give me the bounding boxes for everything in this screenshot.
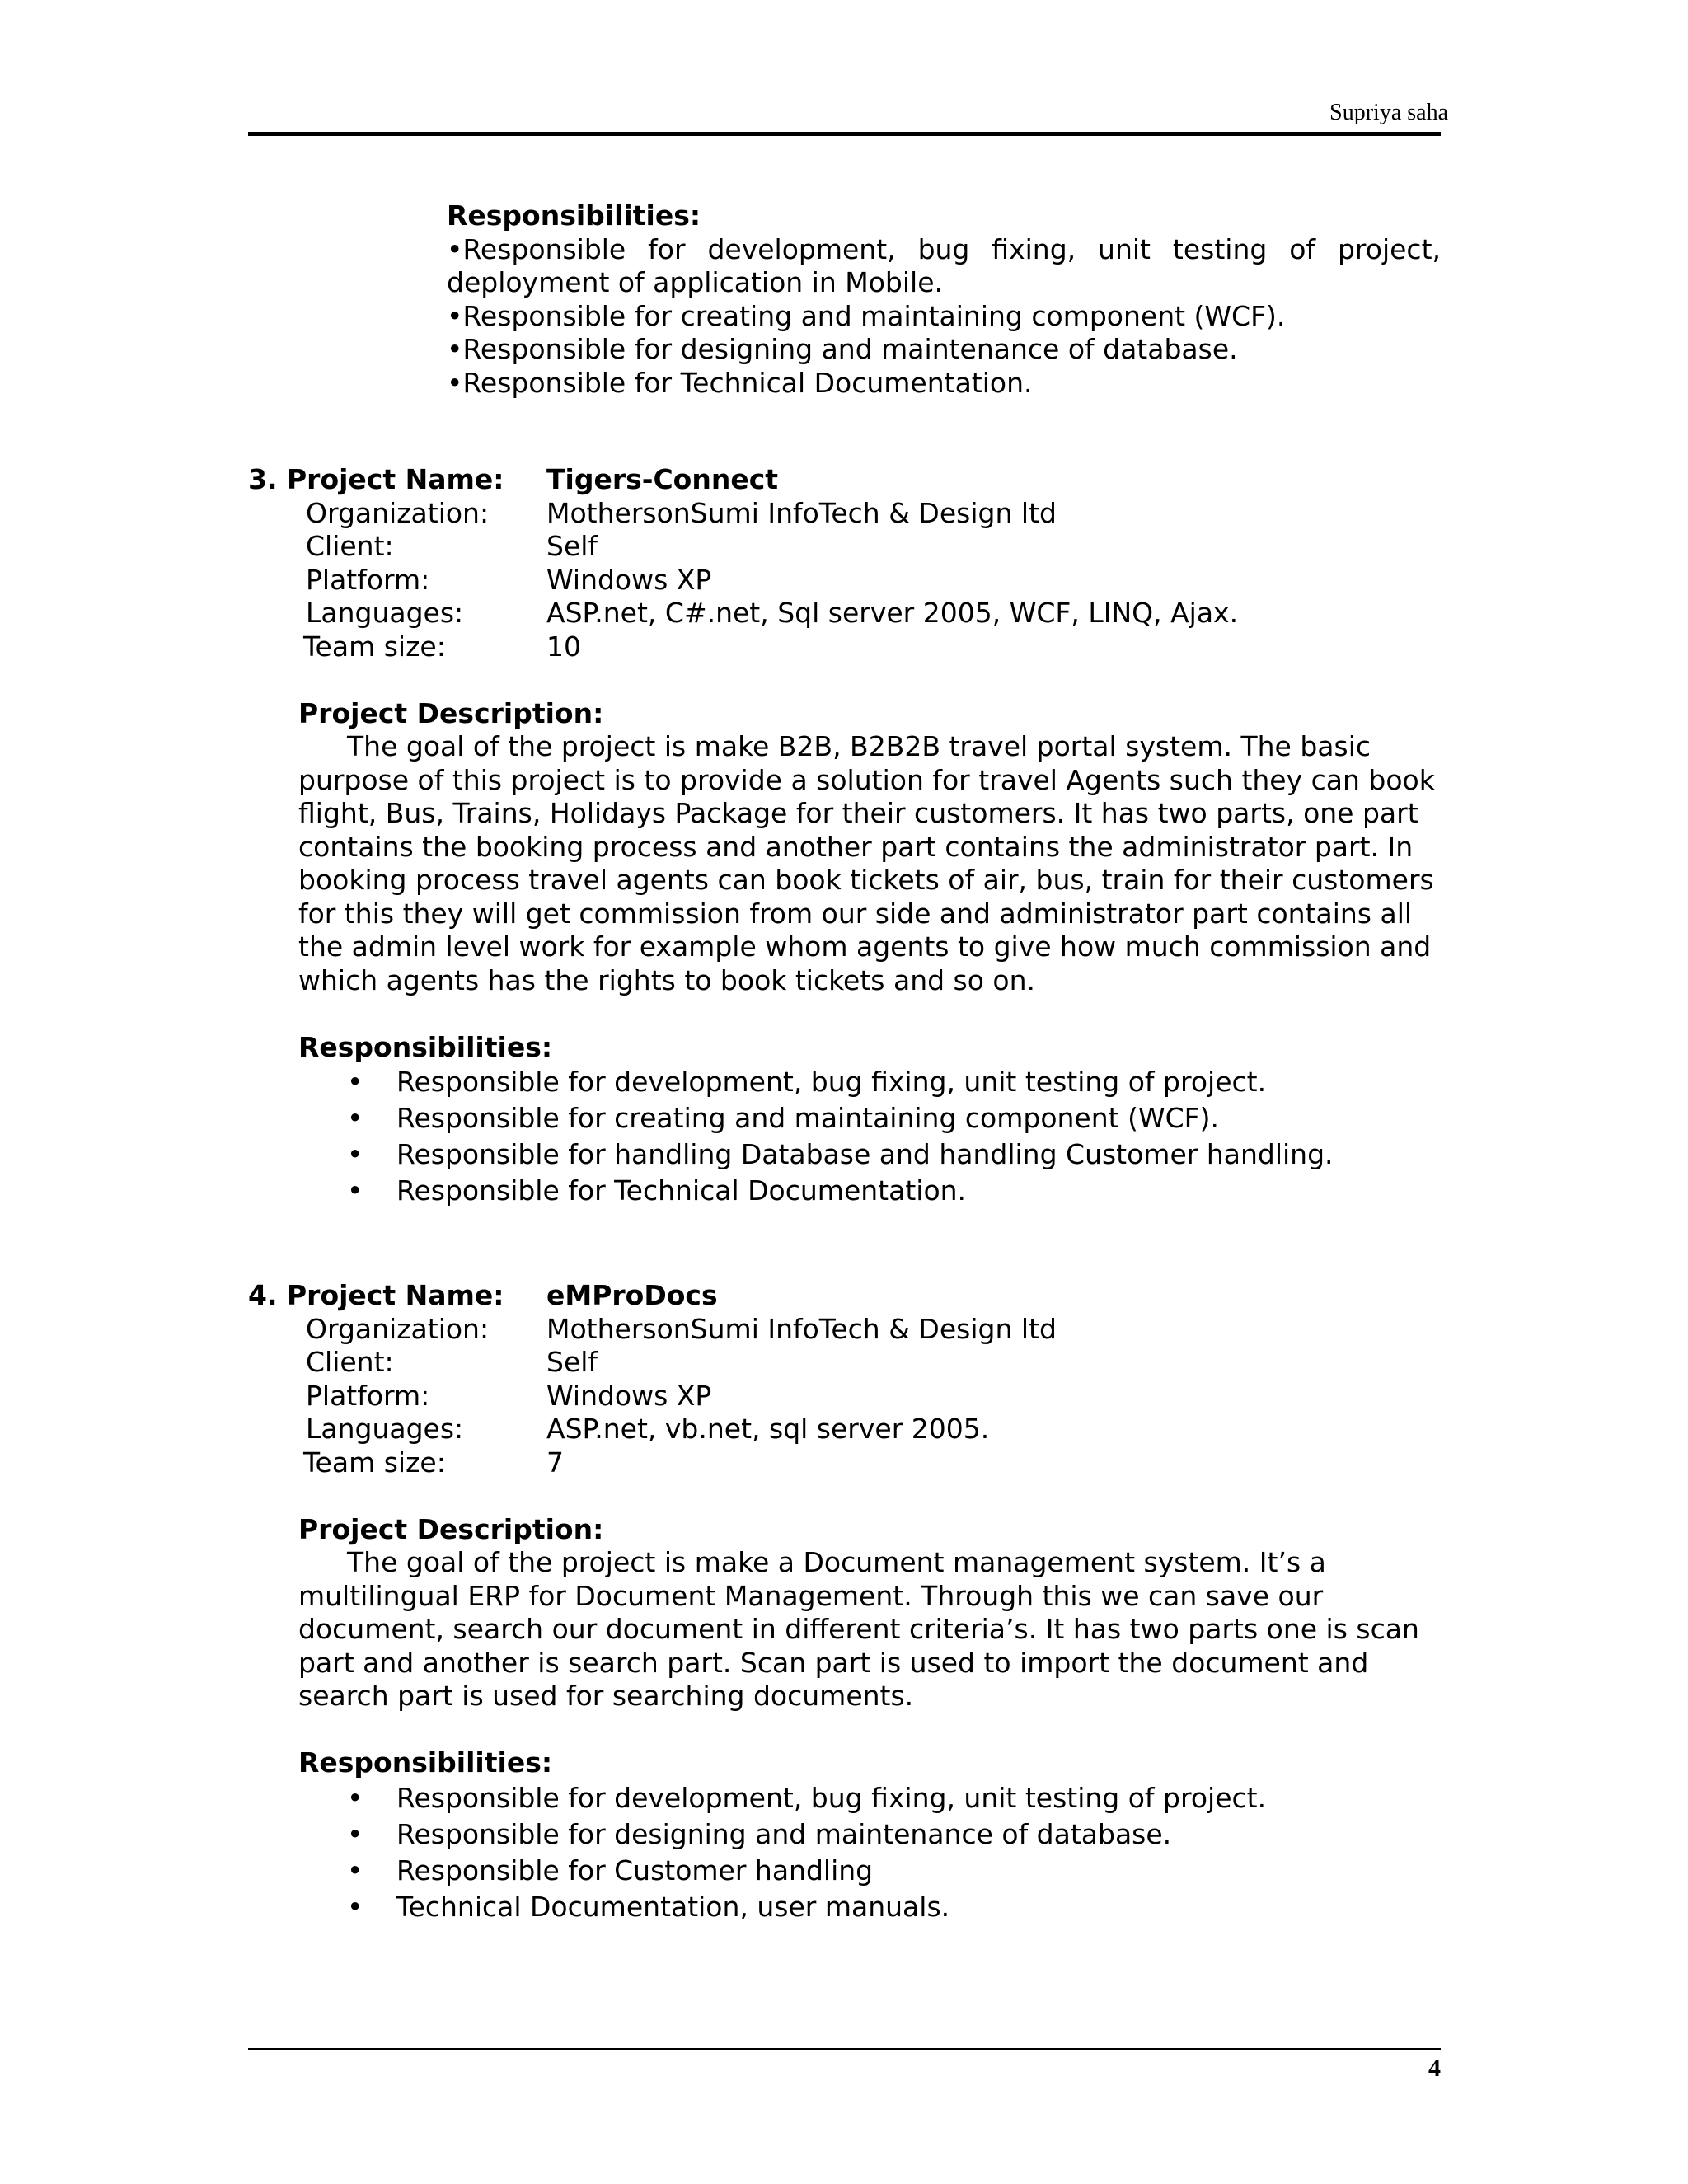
project-responsibilities-title: Responsibilities:	[298, 1746, 553, 1779]
intro-responsibility-item: •Responsible for development, bug fixing, unit testing of project, deployment of application in Mobile.	[447, 232, 1441, 298]
responsibility-text: Responsible for Technical Documentation.	[396, 1174, 967, 1207]
responsibility-text: Responsible for designing and maintenance of database.	[396, 1817, 1172, 1850]
footer-divider	[248, 2048, 1441, 2050]
field-label: Client:	[306, 530, 394, 562]
project-field-team-size	[248, 630, 1441, 664]
project-section-tigers-connect	[248, 463, 1441, 1209]
responsibility-text: Responsible for handling Database and handling Customer handling.	[396, 1138, 1334, 1170]
project-description-text: The goal of the project is make a Document management system. It’s a multilingual ERP for Document Management. Through this we can save our document, search our document in different criteria’s. It has two parts one is scan part and another is search part. Scan part is used to import the document and search part is used for searching documents.	[298, 1546, 1419, 1712]
field-label: Team size:	[303, 1446, 446, 1479]
project-description-text: The goal of the project is make B2B, B2B2B travel portal system. The basic purpose of this project is to provide a solution for travel Agents such they can book flight, Bus, Trains, Holidays Package for their customers. It has two parts, one part contains the booking process and another part contains the administrator part. In booking process travel agents can book tickets of air, bus, train for their customers for this they will get commission from our side and administrator part contains all the admin level work for example whom agents to give how much commission and which agents has the rights to book tickets and so on.	[298, 730, 1435, 996]
bullet-icon: •	[347, 1781, 363, 1814]
project-responsibilities-list	[248, 1064, 1441, 1209]
project-field-platform	[248, 564, 1441, 598]
project-field-platform	[248, 1380, 1441, 1413]
project-field-team-size	[248, 1446, 1441, 1480]
field-label: Organization:	[306, 1312, 490, 1345]
intro-responsibilities-section	[447, 199, 1441, 400]
intro-responsibility-item: •Responsible for creating and maintaining component (WCF).	[447, 299, 1286, 332]
bullet-icon: •	[347, 1138, 363, 1170]
field-value: Self	[546, 1346, 598, 1378]
list-item	[248, 1064, 1441, 1100]
field-value: Windows XP	[546, 1379, 712, 1412]
responsibility-text: Responsible for Customer handling	[396, 1854, 874, 1886]
project-responsibilities-title: Responsibilities:	[298, 1030, 553, 1063]
field-value: 7	[546, 1446, 564, 1479]
field-value: ASP.net, C#.net, Sql server 2005, WCF, LINQ, Ajax.	[546, 597, 1239, 629]
list-item	[248, 1100, 1441, 1137]
field-value: Self	[546, 530, 598, 562]
field-label: Languages:	[306, 597, 464, 629]
bullet-icon: •	[347, 1174, 363, 1207]
intro-responsibility-item: •Responsible for designing and maintenance of database.	[447, 333, 1238, 365]
field-label: Platform:	[306, 1379, 430, 1412]
header-divider	[248, 132, 1441, 136]
bullet-icon: •	[347, 1066, 363, 1098]
project-field-client	[248, 1346, 1441, 1380]
bullet-icon: •	[347, 1102, 363, 1134]
list-item	[248, 1889, 1441, 1925]
field-value: MothersonSumi InfoTech & Design ltd	[546, 496, 1057, 529]
list-item	[248, 1173, 1441, 1209]
project-field-client	[248, 530, 1441, 564]
field-label: Languages:	[306, 1413, 464, 1445]
project-description-title: Project Description:	[298, 1512, 604, 1545]
responsibility-text: Responsible for development, bug fixing, unit testing of project.	[396, 1066, 1267, 1098]
list-item	[248, 1137, 1441, 1173]
bullet-icon: •	[347, 1890, 363, 1923]
project-description	[298, 1546, 1436, 1713]
project-heading-label: 3. Project Name:	[248, 463, 504, 495]
responsibility-text: Responsible for development, bug fixing, unit testing of project.	[396, 1781, 1267, 1814]
responsibility-text: Technical Documentation, user manuals.	[396, 1890, 950, 1923]
intro-responsibilities-title: Responsibilities:	[447, 199, 701, 232]
field-value: 10	[546, 630, 581, 663]
field-label: Platform:	[306, 563, 430, 596]
intro-responsibility-item: •Responsible for Technical Documentation.	[447, 366, 1033, 399]
field-value: MothersonSumi InfoTech & Design ltd	[546, 1312, 1057, 1345]
project-field-languages	[248, 597, 1441, 630]
bullet-icon: •	[347, 1817, 363, 1850]
field-value: Windows XP	[546, 563, 712, 596]
project-responsibilities-list	[248, 1780, 1441, 1925]
project-field-organization	[248, 1313, 1441, 1347]
project-section-emprodocs	[248, 1279, 1441, 1925]
project-field-organization	[248, 497, 1441, 531]
bullet-icon: •	[347, 1854, 363, 1886]
responsibility-text: Responsible for creating and maintaining component (WCF).	[396, 1102, 1219, 1134]
project-heading-row	[248, 1279, 1441, 1313]
field-label: Client:	[306, 1346, 394, 1378]
project-field-languages	[248, 1413, 1441, 1446]
field-value: ASP.net, vb.net, sql server 2005.	[546, 1413, 990, 1445]
project-name: eMProDocs	[546, 1279, 718, 1311]
project-heading-label: 4. Project Name:	[248, 1279, 504, 1311]
project-heading-row	[248, 463, 1441, 497]
project-description	[298, 730, 1436, 997]
list-item	[248, 1780, 1441, 1816]
project-name: Tigers-Connect	[546, 463, 779, 495]
list-item	[248, 1853, 1441, 1889]
field-label: Team size:	[303, 630, 446, 663]
header-author-name: Supriya saha	[1329, 100, 1448, 125]
list-item	[248, 1816, 1441, 1853]
page-number: 4	[1428, 2055, 1441, 2082]
project-description-title: Project Description:	[298, 696, 604, 729]
field-label: Organization:	[306, 496, 490, 529]
